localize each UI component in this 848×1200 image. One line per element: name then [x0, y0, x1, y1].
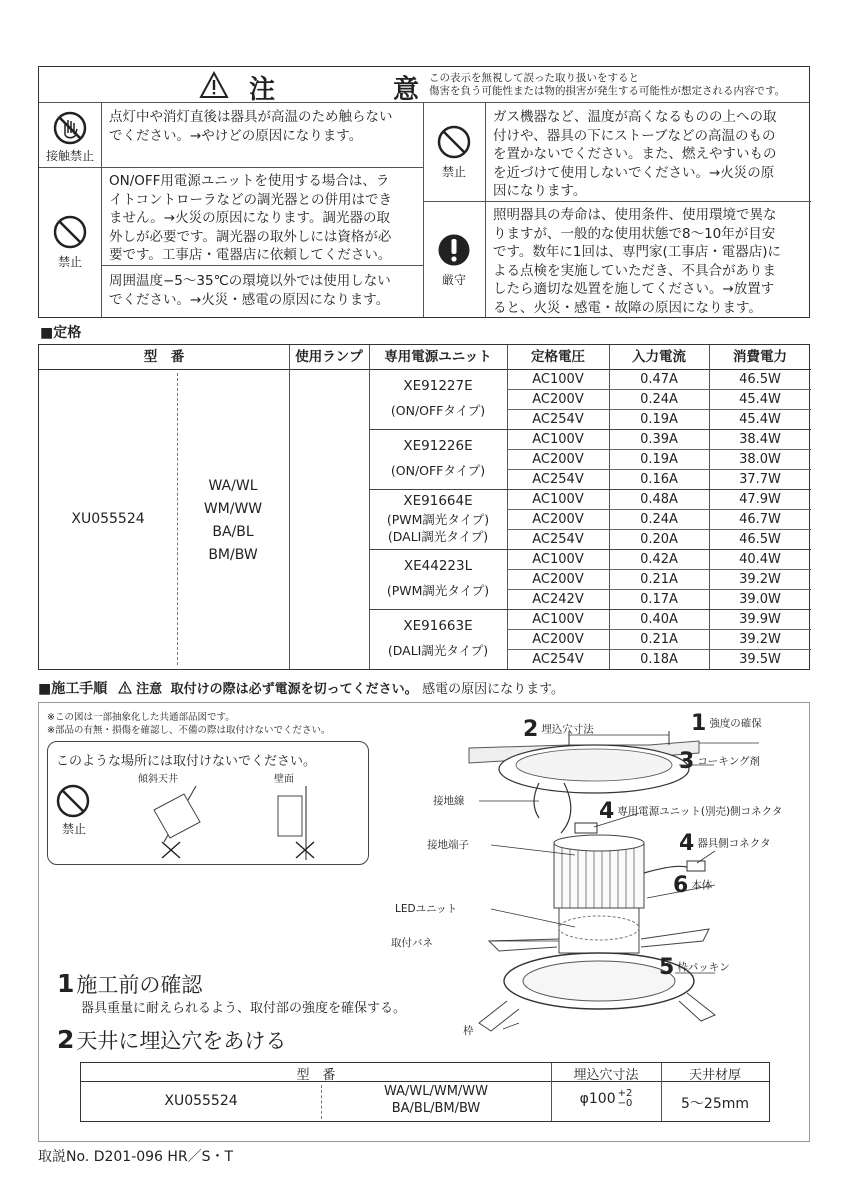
prohibited-caption: 禁止	[441, 165, 466, 179]
input-current: 0.18A	[640, 652, 678, 667]
power-unit-name: XE44223L	[403, 558, 473, 574]
input-current: 0.39A	[640, 432, 678, 447]
label-caulking: 3 コーキング剤	[679, 749, 760, 774]
prohibited-location-box	[47, 741, 369, 865]
spec-section-title: ■定格	[40, 325, 82, 341]
tolerance-plus: +2	[617, 1088, 633, 1099]
caution-line: でください。→やけどの原因になります。	[109, 127, 363, 144]
install-note: ※この図は一部抽象化した共通部品図です。	[47, 712, 235, 723]
embed-model: XU055524	[164, 1093, 238, 1109]
power-consumption: 47.9W	[739, 492, 781, 507]
sloped-ceiling-illustration	[134, 782, 244, 862]
input-current: 0.48A	[640, 492, 678, 507]
embed-hole-value	[551, 1089, 661, 1109]
rated-voltage: AC254V	[532, 472, 584, 487]
caution-box	[38, 66, 810, 318]
caution-item-heat	[493, 108, 777, 201]
spec-lamps	[177, 475, 289, 567]
power-unit-type: (DALI調光タイプ)	[387, 529, 489, 544]
power-consumption: 45.4W	[739, 412, 781, 427]
rated-voltage: AC100V	[532, 612, 584, 627]
label-text: 強度の確保	[709, 717, 762, 730]
header-lamp: 使用ランプ	[295, 349, 363, 365]
install-caution-tail: 感電の原因になります。	[422, 682, 565, 697]
no-touch-icon	[53, 111, 87, 145]
caution-line: ると、火災・感電・故障の原因になります。	[493, 299, 762, 316]
header-power-unit: 専用電源ユニット	[384, 349, 492, 365]
power-consumption: 40.4W	[739, 552, 781, 567]
power-consumption: 46.5W	[739, 372, 781, 387]
caution-item-dimmer	[109, 172, 392, 265]
rated-voltage: AC200V	[532, 512, 584, 527]
caution-header	[39, 67, 809, 103]
embed-lamps	[321, 1083, 551, 1117]
input-current: 0.16A	[640, 472, 678, 487]
step2-heading: 2天井に埋込穴をあける	[57, 1025, 287, 1054]
power-unit-name: XE91664E	[403, 493, 473, 509]
lamp-type: BM/BW	[208, 547, 258, 563]
wall-label: 壁面	[274, 774, 294, 785]
caution-item-temperature	[109, 272, 391, 309]
caution-item-lifetime	[493, 206, 781, 317]
caution-line: イトコントローラなどの調光器との併用はでき	[109, 191, 392, 208]
rated-voltage: AC200V	[532, 572, 584, 587]
input-current: 0.24A	[640, 512, 678, 527]
step1-text: 器具重量に耐えられるよう、取付部の強度を確保する。	[81, 1001, 407, 1016]
label-fixture-connector: 4 器具側コネクタ	[679, 831, 771, 856]
power-consumption: 39.5W	[739, 652, 781, 667]
label-text: 埋込穴寸法	[541, 723, 594, 736]
input-current: 0.19A	[640, 452, 678, 467]
caution-line: ガス機器など、温度が高くなるものの上への取	[493, 109, 777, 125]
header-current: 入力電流	[632, 349, 686, 365]
input-current: 0.47A	[640, 372, 678, 387]
caution-line: です。数年に1回は、専門家(工事店・電器店)に	[493, 244, 782, 260]
hole-diameter: φ100	[579, 1091, 616, 1107]
rated-voltage: AC100V	[532, 492, 584, 507]
embed-header-thickness: 天井材厚	[688, 1068, 741, 1083]
prohibited-caption: 禁止	[62, 822, 87, 836]
spec-table	[38, 344, 810, 670]
label-text: 専用電源ユニット(別売)側コネクタ	[617, 805, 783, 818]
label-body: 6 本体	[673, 873, 713, 898]
rated-voltage: AC254V	[532, 412, 584, 427]
install-title: ■施工手順	[38, 681, 108, 697]
caution-line: よる点検を実施していただき、不具合がありま	[493, 262, 776, 279]
power-unit-name: XE91226E	[403, 438, 473, 454]
input-current: 0.21A	[640, 632, 678, 647]
caution-note-line: 傷害を負う可能性または物的損害が発生する可能性が想定される内容です。	[429, 85, 786, 97]
input-current: 0.42A	[640, 552, 678, 567]
step1-title: 施工前の確認	[76, 973, 203, 997]
power-consumption: 46.5W	[739, 532, 781, 547]
power-consumption: 38.0W	[739, 452, 781, 467]
power-consumption: 38.4W	[739, 432, 781, 447]
prohibited-icon	[437, 125, 471, 159]
power-consumption: 46.7W	[739, 512, 781, 527]
install-caution-text: 取付けの際は必ず電源を切ってください。	[170, 682, 418, 697]
embed-header-hole: 埋込穴寸法	[573, 1068, 639, 1083]
label-hole-size: 2 埋込穴寸法	[523, 717, 594, 742]
power-consumption: 39.9W	[739, 612, 781, 627]
spec-model: XU055524	[71, 511, 145, 527]
label-text: 枠パッキン	[677, 961, 730, 974]
caution-line: 付けや、器具の下にストーブなどの高温のもの	[493, 127, 776, 144]
rated-voltage: AC200V	[532, 452, 584, 467]
wall-illustration	[270, 782, 350, 862]
caution-line: 点灯中や消灯直後は器具が高温のため触らない	[109, 109, 393, 125]
rated-voltage: AC100V	[532, 372, 584, 387]
power-unit-type: (DALI調光タイプ)	[387, 643, 489, 658]
prohibited-icon	[56, 784, 90, 818]
label-text: 器具側コネクタ	[697, 837, 771, 850]
power-consumption: 39.0W	[739, 592, 781, 607]
step2-title: 天井に埋込穴をあける	[76, 1029, 287, 1053]
rated-voltage: AC242V	[532, 592, 584, 607]
label-ground-terminal: 接地端子	[427, 839, 469, 851]
rated-voltage: AC100V	[532, 432, 584, 447]
power-unit-type: (PWM調光タイプ)	[386, 583, 490, 598]
input-current: 0.40A	[640, 612, 678, 627]
prohibited-location-title: このような場所には取付けないでください。	[56, 754, 317, 769]
mandatory-caption: 厳守	[441, 273, 466, 287]
input-current: 0.20A	[640, 532, 678, 547]
embed-header-model: 型 番	[296, 1068, 336, 1083]
caution-line: 照明器具の寿命は、使用条件、使用環境で異な	[493, 207, 777, 223]
rated-voltage: AC200V	[532, 632, 584, 647]
label-ground-wire: 接地線	[433, 795, 465, 807]
caution-line: 要です。工事店・電器店に依頼してください。	[109, 247, 392, 263]
embed-thickness-value: 5〜25mm	[681, 1096, 749, 1112]
mandatory-icon	[437, 233, 471, 267]
rated-voltage: AC100V	[532, 552, 584, 567]
label-strength: 1 強度の確保	[691, 711, 762, 736]
lamp-type: BA/BL	[212, 524, 254, 540]
caution-line: 因になります。	[493, 183, 587, 199]
power-unit-name: XE91663E	[403, 618, 473, 634]
prohibited-icon	[53, 215, 87, 249]
lamp-type: WM/WW	[203, 501, 263, 517]
label-spring: 取付バネ	[391, 937, 433, 949]
step1-heading: 1施工前の確認	[57, 969, 203, 998]
label-led-unit: LEDユニット	[395, 903, 458, 915]
input-current: 0.17A	[640, 592, 678, 607]
input-current: 0.19A	[640, 412, 678, 427]
caution-note-line: この表示を無視して誤った取り扱いをすると	[429, 72, 639, 84]
document-number: 取説No. D201-096 HR／S・T	[38, 1149, 234, 1165]
caution-line: ON/OFF用電源ユニットを使用する場合は、ラ	[109, 173, 390, 189]
rated-voltage: AC254V	[532, 532, 584, 547]
sloped-ceiling-label: 傾斜天井	[138, 774, 178, 785]
caution-line: でください。→火災・感電の原因になります。	[109, 291, 390, 308]
caution-title	[249, 69, 419, 106]
label-text: 本体	[691, 879, 713, 892]
install-caution-label: 注意	[136, 682, 163, 697]
caution-title-char: 注	[249, 75, 276, 105]
no-touch-caption: 接触禁止	[45, 149, 94, 163]
caution-line: を置かないでください。また、燃えやすいもの	[493, 146, 777, 162]
rated-voltage: AC254V	[532, 652, 584, 667]
caution-item-touch	[109, 108, 393, 145]
header-voltage: 定格電圧	[531, 349, 585, 365]
embed-lamp-line: BA/BL/BM/BW	[391, 1101, 481, 1116]
power-unit-name: XE91227E	[403, 378, 473, 394]
input-current: 0.21A	[640, 572, 678, 587]
power-consumption: 37.7W	[739, 472, 781, 487]
label-text: コーキング剤	[697, 755, 760, 768]
header-power: 消費電力	[733, 349, 787, 365]
label-gasket: 5 枠パッキン	[659, 955, 730, 980]
power-consumption: 39.2W	[739, 572, 781, 587]
warning-triangle-icon	[199, 71, 229, 99]
rated-voltage: AC200V	[532, 392, 584, 407]
lamp-type: WA/WL	[208, 478, 258, 494]
embed-lamp-line: WA/WL/WM/WW	[383, 1084, 489, 1099]
caution-line: 外しが必要です。調光器の取外しには資格が必	[109, 228, 392, 245]
caution-line: りますが、一般的な使用状態で8〜10年が目安	[493, 225, 776, 242]
power-unit-type: (PWM調光タイプ)	[386, 512, 490, 527]
caution-line: ません。→火災の原因になります。調光器の取	[109, 210, 391, 226]
install-note: ※部品の有無・損傷を確認し、不備の際は取付けないでください。	[47, 725, 331, 736]
power-consumption: 45.4W	[739, 392, 781, 407]
label-unit-connector: 4 専用電源ユニット(別売)側コネクタ	[599, 799, 783, 824]
input-current: 0.24A	[640, 392, 678, 407]
prohibited-caption: 禁止	[57, 255, 82, 269]
embed-hole-table	[80, 1062, 770, 1122]
install-header	[38, 678, 564, 698]
caution-note	[429, 72, 785, 98]
power-unit-type: (ON/OFFタイプ)	[390, 463, 486, 478]
caution-line: 周囲温度−5〜35℃の環境以外では使用しない	[109, 273, 391, 289]
warning-triangle-icon	[118, 681, 132, 694]
header-model: 型 番	[143, 349, 185, 365]
caution-line: したら適切な処置を施してください。→放置す	[493, 281, 775, 297]
caution-line: を近づけて使用しないでください。→火災の原	[493, 164, 775, 181]
power-unit-type: (ON/OFFタイプ)	[390, 403, 486, 418]
tolerance-minus: −0	[617, 1098, 633, 1109]
caution-title-char: 意	[392, 75, 419, 105]
label-frame: 枠	[463, 1025, 474, 1037]
power-consumption: 39.2W	[739, 632, 781, 647]
